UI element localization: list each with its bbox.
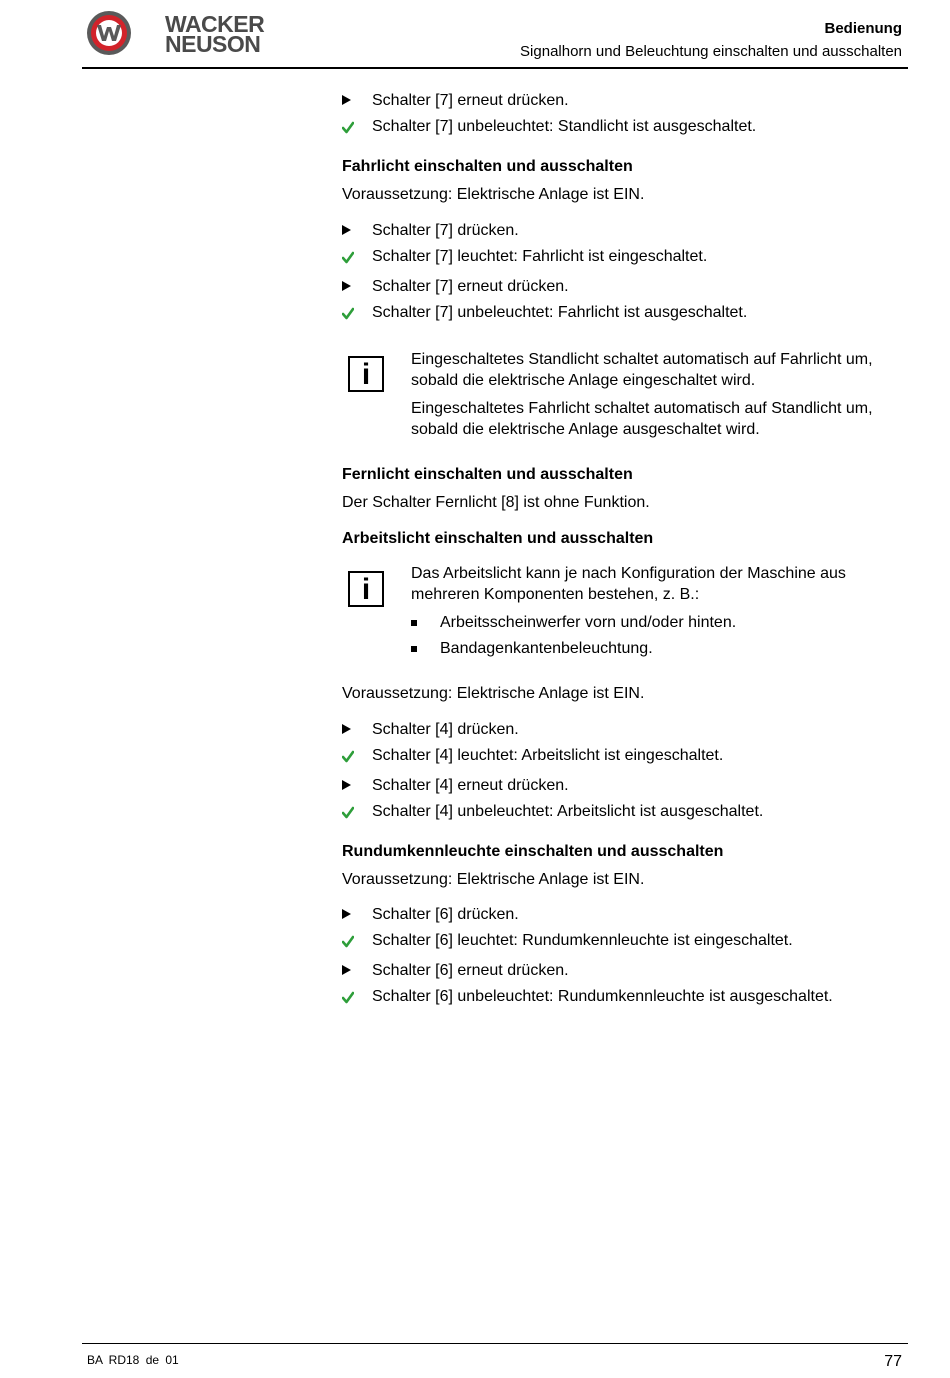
bullet-text: Arbeitsscheinwerfer vorn und/oder hinten. [440, 614, 737, 631]
checkmark-icon [342, 749, 354, 763]
step-text: Schalter [6] erneut drücken. [372, 962, 569, 979]
result-text: Schalter [7] unbeleuchtet: Standlicht ist ausgeschaltet. [372, 118, 757, 135]
info-icon [348, 571, 384, 607]
checkmark-icon [342, 805, 354, 819]
info-note-text: Eingeschaltetes Standlicht schaltet automatisch auf Fahrlicht um, sobald die elektrische Anlage eingeschaltet wird. [411, 351, 873, 389]
checkmark-icon [342, 120, 354, 134]
checkmark-icon [342, 990, 354, 1004]
step-text: Schalter [4] erneut drücken. [372, 777, 569, 794]
step-text: Schalter [7] erneut drücken. [372, 278, 569, 295]
document-id: BA RD18 de 01 [87, 1353, 179, 1367]
result-text: Schalter [6] unbeleuchtet: Rundumkennleuchte ist ausgeschaltet. [372, 988, 833, 1005]
action-arrow-icon [342, 225, 351, 235]
info-icon-letter: i [361, 358, 371, 391]
heading-rundumkennleuchte: Rundumkennleuchte einschalten und ausschalten [342, 843, 724, 860]
brand-line-1: WACKER [165, 11, 265, 37]
bullet-square-icon [411, 620, 417, 626]
wacker-neuson-logo-icon [86, 10, 132, 56]
action-arrow-icon [342, 95, 351, 105]
brand-line-2: NEUSON [165, 31, 261, 57]
info-note-text: Eingeschaltetes Fahrlicht schaltet automatisch auf Standlicht um, sobald die elektrische Anlage ausgeschaltet wird. [411, 400, 873, 438]
page-header [0, 0, 950, 70]
step-text: Schalter [6] drücken. [372, 906, 519, 923]
result-text: Schalter [7] unbeleuchtet: Fahrlicht ist ausgeschaltet. [372, 304, 748, 321]
bullet-square-icon [411, 646, 417, 652]
step-text: Schalter [4] drücken. [372, 721, 519, 738]
action-arrow-icon [342, 281, 351, 291]
prerequisite-text: Voraussetzung: Elektrische Anlage ist EIN. [342, 685, 645, 702]
action-arrow-icon [342, 965, 351, 975]
checkmark-icon [342, 934, 354, 948]
header-divider [82, 67, 908, 69]
prerequisite-text: Voraussetzung: Elektrische Anlage ist EIN. [342, 871, 645, 888]
prerequisite-text: Voraussetzung: Elektrische Anlage ist EIN. [342, 186, 645, 203]
info-note-text: Das Arbeitslicht kann je nach Konfiguration der Maschine aus mehreren Komponenten bestehen, z. B.: [411, 565, 846, 603]
section-subtitle: Signalhorn und Beleuchtung einschalten und ausschalten [520, 43, 902, 60]
action-arrow-icon [342, 909, 351, 919]
info-icon-letter: i [361, 573, 371, 606]
heading-fahrlicht: Fahrlicht einschalten und ausschalten [342, 158, 633, 175]
info-icon [348, 356, 384, 392]
heading-arbeitslicht: Arbeitslicht einschalten und ausschalten [342, 530, 654, 547]
action-arrow-icon [342, 724, 351, 734]
checkmark-icon [342, 306, 354, 320]
step-text: Schalter [7] drücken. [372, 222, 519, 239]
result-text: Schalter [4] unbeleuchtet: Arbeitslicht ist ausgeschaltet. [372, 803, 764, 820]
action-arrow-icon [342, 780, 351, 790]
section-title: Bedienung [824, 20, 902, 37]
footer-divider [82, 1343, 908, 1344]
brand-wordmark [165, 11, 265, 57]
body-text: Der Schalter Fernlicht [8] ist ohne Funktion. [342, 494, 650, 511]
heading-fernlicht: Fernlicht einschalten und ausschalten [342, 466, 633, 483]
result-text: Schalter [6] leuchtet: Rundumkennleuchte ist eingeschaltet. [372, 932, 793, 949]
bullet-text: Bandagenkantenbeleuchtung. [440, 640, 653, 657]
result-text: Schalter [7] leuchtet: Fahrlicht ist eingeschaltet. [372, 248, 708, 265]
result-text: Schalter [4] leuchtet: Arbeitslicht ist eingeschaltet. [372, 747, 724, 764]
page-number: 77 [884, 1353, 902, 1370]
step-text: Schalter [7] erneut drücken. [372, 92, 569, 109]
checkmark-icon [342, 250, 354, 264]
